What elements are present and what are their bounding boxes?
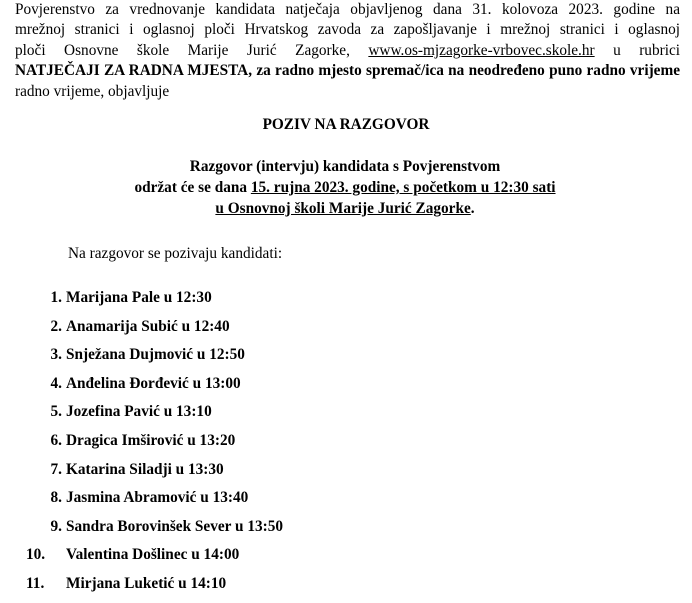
intro-line-3-start: ploči Osnovne škole Marije Jurić Zagorke, — [15, 41, 350, 59]
candidate-name-time: Mirjana Luketić u 14:10 — [66, 574, 227, 592]
candidate-item — [26, 431, 283, 460]
interview-location: u Osnovnoj školi Marije Jurić Zagorke — [215, 200, 471, 217]
candidate-name-time: Jasmina Abramović u 13:40 — [66, 489, 249, 507]
candidate-name-time: Anamarija Subić u 12:40 — [66, 317, 230, 335]
intro-paragraph — [15, 0, 680, 102]
candidate-name-time: Snježana Dujmović u 12:50 — [66, 346, 245, 364]
candidate-number: 4. — [50, 374, 62, 392]
candidate-number: 1. — [50, 289, 62, 306]
interview-line-1: Razgovor (intervju) kandidata s Povjerenstvom — [189, 158, 501, 175]
candidate-item — [26, 317, 283, 346]
candidate-list — [26, 288, 283, 603]
interview-line-2 — [0, 177, 692, 198]
candidate-item — [26, 288, 283, 317]
intro-line-5: radno vrijeme, objavljuje — [15, 82, 170, 100]
candidate-number: 9. — [50, 517, 62, 535]
interview-details — [0, 156, 692, 219]
candidate-number: 3. — [50, 346, 62, 364]
candidate-item — [26, 374, 283, 403]
interview-date-time: 15. rujna 2023. godine, s početkom u 12:30 sati — [250, 179, 556, 196]
candidate-item — [26, 345, 283, 374]
intro-line-3-end: u rubrici — [613, 41, 680, 59]
interview-date-prefix: održat će se dana — [134, 179, 251, 196]
intro-line-3 — [15, 41, 680, 61]
candidate-name-time: Valentina Došlinec u 14:00 — [66, 546, 240, 564]
interview-line-3 — [0, 198, 692, 219]
candidate-number: 11. — [26, 574, 45, 592]
candidate-item — [26, 488, 283, 517]
school-website-link[interactable]: www.os-mjzagorke-vrbovec.skole.hr — [368, 41, 595, 59]
candidate-number: 8. — [50, 489, 62, 507]
candidate-name-time: Jozefina Pavić u 13:10 — [66, 403, 212, 421]
candidate-item — [26, 517, 283, 546]
candidate-name-time: Dragica Imširović u 13:20 — [66, 431, 236, 449]
candidate-number: 6. — [50, 431, 62, 449]
candidate-name-time: Katarina Siladji u 13:30 — [66, 460, 224, 478]
intro-line-1: Povjerenstvo za vrednovanje kandidata natječaja objavljenog dana 31. kolovoza 2023. godine na — [15, 1, 680, 18]
candidate-number: 2. — [50, 317, 62, 335]
candidate-number: 5. — [50, 403, 62, 421]
intro-line-2: mrežnoj stranici i oglasnoj ploči Hrvatskog zavoda za zapošljavanje i mrežnoj stranici i oglasnoj — [15, 21, 680, 39]
document-heading: POZIV NA RAZGOVOR — [262, 116, 430, 133]
candidate-item — [26, 402, 283, 431]
intro-line-4-text: NATJEČAJI ZA RADNA MJESTA, za radno mjesto spremač/ica na neodređeno puno radno vrijeme — [15, 62, 680, 80]
intro-line-4 — [15, 61, 680, 81]
candidate-number: 7. — [50, 460, 62, 478]
candidate-item — [26, 460, 283, 489]
invite-text: Na razgovor se pozivaju kandidati: — [68, 245, 283, 262]
candidate-name-time: Anđelina Đorđević u 13:00 — [66, 374, 241, 392]
candidate-number: 10. — [26, 546, 46, 564]
candidate-name-time: Marijana Pale u 12:30 — [66, 289, 212, 306]
interview-location-period: . — [470, 200, 475, 217]
candidate-name-time: Sandra Borovinšek Sever u 13:50 — [66, 517, 284, 535]
candidate-item — [26, 574, 283, 603]
candidate-item — [26, 545, 283, 574]
